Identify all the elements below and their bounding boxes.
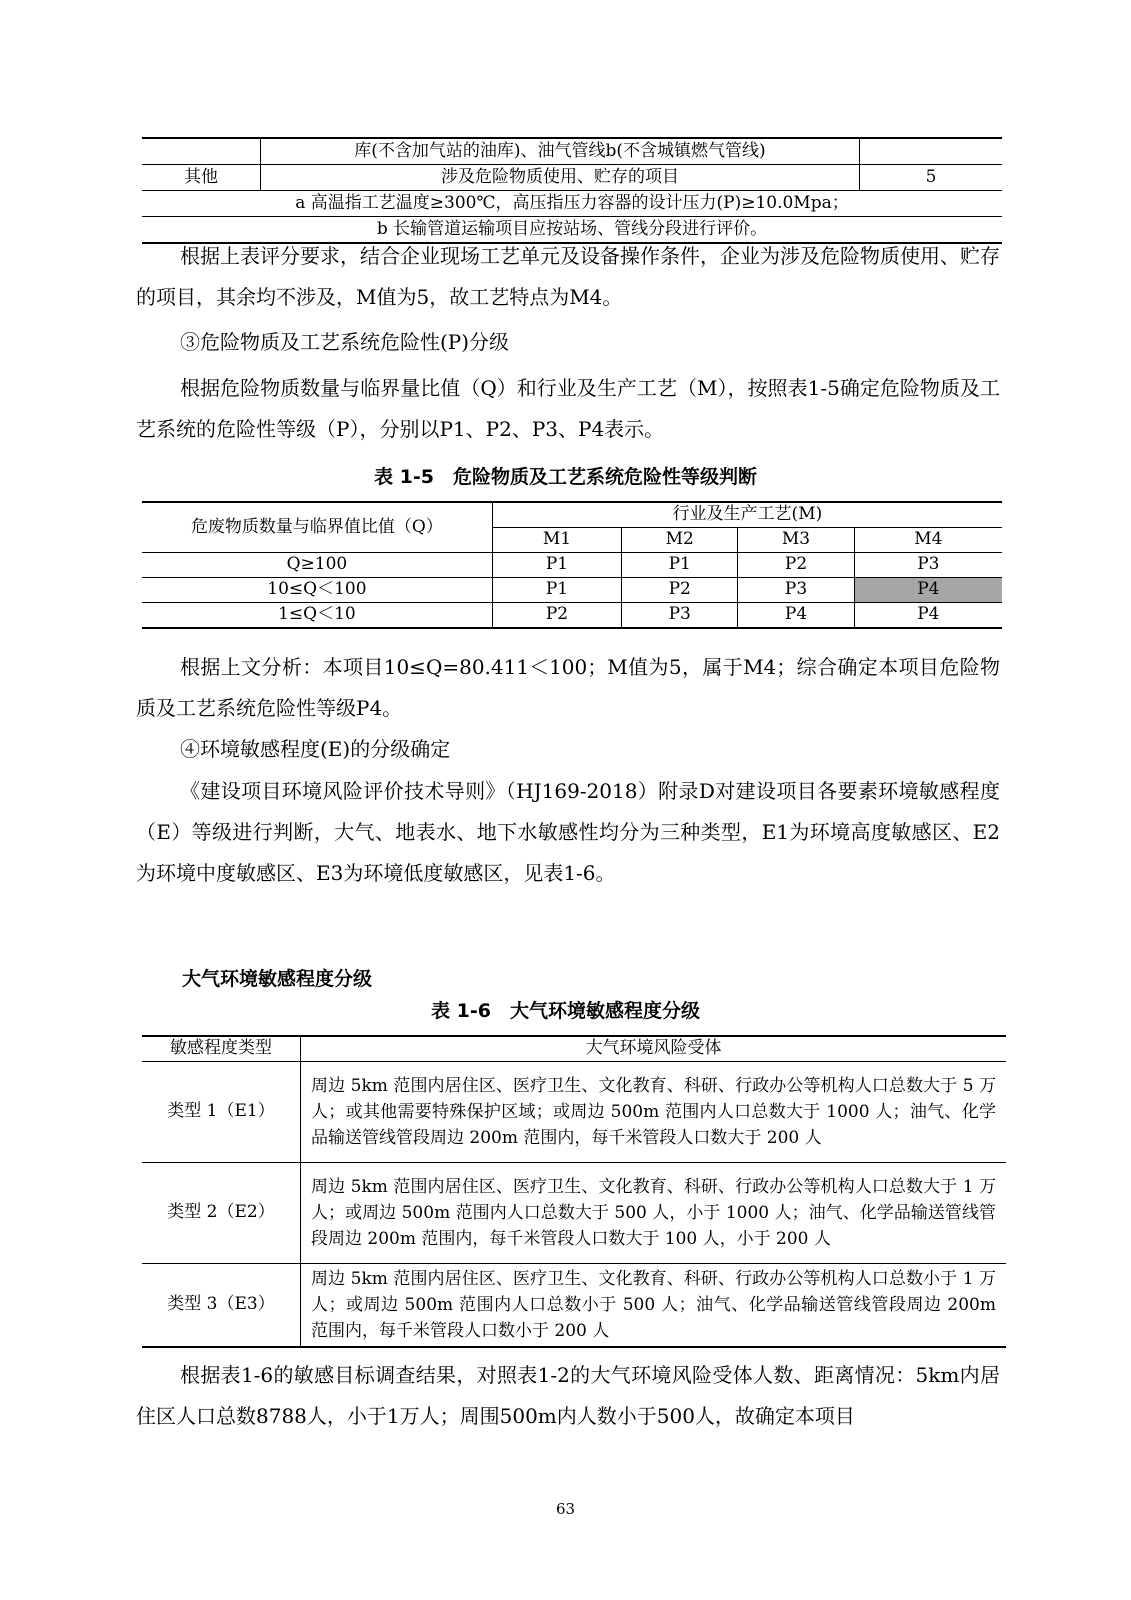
paragraph: 根据危险物质数量与临界量比值（Q）和行业及生产工艺（M），按照表1-5确定危险物质及工艺系统的危险性等级（P），分别以P1、P2、P3、P4表示。 [136,376,1000,441]
table-cell: 5 [860,165,1003,191]
table-cell: 库(不含加气站的油库)、油气管线b(不含城镇燃气管线) [261,138,860,165]
table-header: M1 [492,528,621,553]
table-cell: P1 [622,553,738,578]
paragraph: 《建设项目环境风险评价技术导则》（HJ169-2018）附录D对建设项目各要素环境敏感程度（E）等级进行判断，大气、地表水、地下水敏感性均分为三种类型，E1为环境高度敏感区、E2为环境中度敏感区、E3为环境低度敏感区，见表1-6。 [136,779,1000,885]
table-header: M3 [738,528,854,553]
table-header: 危废物质数量与临界值比值（Q） [142,502,492,553]
table-caption: 表 1-5 危险物质及工艺系统危险性等级判断 [374,466,757,488]
section-heading: ③危险物质及工艺系统危险性(P)分级 [180,330,510,354]
table-row [142,553,1002,578]
table-cell: 周边 5km 范围内居住区、医疗卫生、文化教育、科研、行政办公等机构人口总数小于 1 万人；或周边 500m 范围内人口总数小于 500 人；油气、化学品输送管线管段周边 200m 范围内，每千米管段人口数小于 200 人 [301,1264,1007,1348]
table-cell: P2 [622,578,738,603]
table-cell: 周边 5km 范围内居住区、医疗卫生、文化教育、科研、行政办公等机构人口总数大于 5 万人；或其他需要特殊保护区域；或周边 500m 范围内人口总数大于 1000 人；油气、化学品输送管线管段周边 200m 范围内，每千米管段人口数大于 200 人 [301,1062,1007,1163]
table-header: 敏感程度类型 [142,1036,301,1062]
table-row [142,1163,1006,1264]
table-cell: 10≤Q＜100 [142,578,492,603]
paragraph: 根据上表评分要求，结合企业现场工艺单元及设备操作条件，企业为涉及危险物质使用、贮存的项目，其余均不涉及，M值为5，故工艺特点为M4。 [136,244,1000,309]
table-cell: P4 [738,603,854,629]
table-cell [142,138,261,165]
paragraph: 根据表1-6的敏感目标调查结果，对照表1-2的大气环境风险受体人数、距离情况：5km内居住区人口总数8788人，小于1万人；周围500m内人数小于500人，故确定本项目 [136,1363,1000,1428]
paragraph: 根据上文分析：本项目10≤Q=80.411＜100；M值为5，属于M4；综合确定本项目危险物质及工艺系统危险性等级P4。 [136,655,1000,720]
table-row [142,578,1002,603]
table-cell: P3 [854,553,1002,578]
table-row [142,1264,1006,1348]
table-cell: 涉及危险物质使用、贮存的项目 [261,165,860,191]
hazard-level-table [142,501,1002,629]
table-cell: P2 [492,603,621,629]
table-continuation [142,137,1002,244]
section-heading: ④环境敏感程度(E)的分级确定 [180,737,451,761]
table-caption: 表 1-6 大气环境敏感程度分级 [431,1000,700,1022]
table-cell: P3 [738,578,854,603]
table-cell: 类型 1（E1） [142,1062,301,1163]
table-header: 行业及生产工艺(M) [492,502,1002,528]
table-cell: 其他 [142,165,261,191]
table-note: a 高温指工艺温度≥300℃，高压指压力容器的设计压力(P)≥10.0Mpa； [142,191,1002,217]
table-cell: P3 [622,603,738,629]
table-cell: 类型 2（E2） [142,1163,301,1264]
table-cell: Q≥100 [142,553,492,578]
table-cell: P1 [492,578,621,603]
table-cell [860,138,1003,165]
table-cell: P4 [854,603,1002,629]
table-cell: P1 [492,553,621,578]
table-header: 大气环境风险受体 [301,1036,1007,1062]
table-header: M4 [854,528,1002,553]
table-row [142,603,1002,629]
highlighted-cell: P4 [854,578,1002,603]
table-cell: P2 [738,553,854,578]
subheading: 大气环境敏感程度分级 [182,968,373,990]
air-sensitivity-table [142,1035,1006,1348]
table-cell: 周边 5km 范围内居住区、医疗卫生、文化教育、科研、行政办公等机构人口总数大于 1 万人；或周边 500m 范围内人口总数大于 500 人，小于 1000 人；油气、化学品输送管线管段周边 200m 范围内，每千米管段人口数大于 100 人，小于 200 人 [301,1163,1007,1264]
page-number: 63 [555,1500,576,1518]
table-note: b 长输管道运输项目应按站场、管线分段进行评价。 [142,217,1002,244]
table-cell: 类型 3（E3） [142,1264,301,1348]
table-header: M2 [622,528,738,553]
table-cell: 1≤Q＜10 [142,603,492,629]
table-row [142,1062,1006,1163]
